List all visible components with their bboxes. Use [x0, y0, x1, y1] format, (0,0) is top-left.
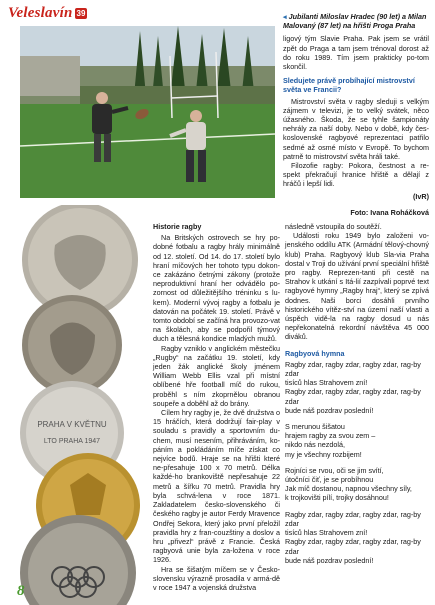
history-paragraph-1: Na Britských ostrovech se hry po-dobné fotbalu a ragby hrály minimálně od 12. století. Od 14. do 17. století bylo hraní míčových her tohoto typu dokon-ce zakázáno četnými zákony (protože neproduktivní hraní her odvádělo po-zornost od důležitějšího tréninku s lu-kem). Moderní vývoj ragby a fotbalu je datován na počátek 19. století. Právě v tomto období se začíná hra provozo-vat na školách, aby se podpořil týmový duch a tělesná kondice mladých mužů.	[153, 233, 280, 344]
anthem-line: Ragby zdar, ragby zdar, ragby zdar, rag-by zdar	[285, 537, 421, 556]
caption-text: Jubilanti Miloslav Hradec (90 let) a Milan Malovaný (87 let) na hřišti Proga Praha	[283, 12, 427, 31]
medal-inscription-2: LTO PRAHA 1947	[43, 438, 101, 445]
anthem-line: Ragby zdar, ragby zdar, ragby zdar, rag-by zdar	[285, 387, 421, 406]
history-heading: Historie ragby	[153, 222, 202, 231]
anthem-line: tisíců hlas Strahovem zní!	[285, 528, 368, 538]
logo-text: Veleslavín	[8, 4, 73, 21]
caption-arrow-icon: ◂	[283, 12, 287, 21]
anthem-line: nikdo nás nezdolá,	[285, 440, 345, 450]
anthem-line: Ragby zdar, ragby zdar, ragby zdar, rag-by zdar	[285, 359, 421, 379]
history-paragraph-4: Hra se šišatým míčem se v Česko-slovensku výrazně prosadila v armá-dě v roce 1947 a vojenská družstva	[153, 564, 280, 592]
photo-medals	[0, 205, 150, 605]
history-paragraph-3: Cílem hry ragby je, že dvě družstva o 15 hráčích, která dodržují fair-play v souladu s pravidly a sportovním du-chem, musí nesením, přihráváním, ko-páním a pokládáním míče získat co nejvíce bodů. Hraje se na hřišti které ne-přesahuje 100 x 70 metrů. Délka každé-ho brankoviště nepřesahuje 22 metrů a šířku 70 metrů. Pravidla hry byla schvá-lena v roce 1871. Zakladatelem česko-slovenského či českého ragby je autor Ferdy Mravence Ondřej Sekora, který jako první přeložil pravidla hry z fran-couzštiny a doslov a hru „přivezl“ právě z Francie. Česká ragbyová unie byla za-ložena v roce 1926.	[153, 408, 280, 565]
signature-author: (IvR)	[413, 191, 429, 201]
intro-paragraph: ligový tým Slavie Praha. Pak jsem se vrátil zpět do Praga a tam jsem trénoval dorost až do roku 1989. Tím jsem prakticky po-tom skončil.	[283, 34, 429, 72]
logo-issue-badge: 39	[76, 8, 86, 18]
answer-paragraph-2: Filozofie ragby: Pokora, čestnost a re-spekt překračují hranice hřiště a dělají z hráčů i lepší lidi.	[283, 161, 429, 189]
anthem-heading: Ragbyová hymna	[285, 348, 345, 358]
anthem-line: Rojníci se rvou, oči se jim svítí,	[285, 465, 384, 475]
signature-photo: Foto: Ivana Roháčková	[350, 208, 429, 218]
anthem-line: bude náš pozdrav poslední!	[285, 405, 374, 415]
anthem-stanza-2	[285, 422, 429, 459]
magazine-logo	[8, 4, 87, 22]
anthem-stanza-4	[285, 510, 429, 565]
history-paragraph-2: Ragby vzniklo v anglickém městečku „Rugby“ na začátku 19. století, kdy jeden žák anglické školy jménem William Webb Ellis vzal při místní oblíbené hře football míč do rukou, proběhl s ním zkoprnělou obranou soupeře a doběhl až do brány.	[153, 343, 280, 408]
anthem-line: k trojkovišti pílí, trojky dosáhnou!	[285, 493, 389, 503]
photo-caption	[283, 12, 429, 30]
anthem-line: S merunou šišatou	[285, 422, 345, 432]
anthem-line: Jak míč dostanou, napnou všechny síly,	[285, 484, 412, 494]
column-anthem	[285, 222, 429, 572]
column-history	[153, 222, 280, 592]
anthem-line: bude náš pozdrav poslední!	[285, 555, 374, 565]
anthem-stanza-1	[285, 360, 429, 415]
medal-inscription-1: PRAHA V KVĚTNU	[37, 420, 107, 429]
continuation-paragraph-1: následně vstoupila do soutěží.	[285, 222, 382, 231]
page-number: 8	[17, 583, 25, 599]
continuation-paragraph-2: Události roku 1949 bylo založeni vo-jenského oddílu ATK (Armádní tělový-chovný klub) Praha. Ragbyový klub Sla-via Praha dostal v Troji do užívání první speciální hřiště pro ragby. Reprezen-tanti při cestě na Strahov k utkání s Itá-lií zazpívali poprvé text ragbyové hymny „Ragby hraj“, který se zpívá dodnes. Naši borci dosáhli prvního historického vítěz-ství na území naší vlasti a úspěch vidě-la na ragby dosud u nás nepřekonatelná rekordní návštěva 45 000 diváků.	[285, 231, 429, 342]
column-interview	[283, 12, 429, 224]
anthem-line: my je všechny rozbijem!	[285, 449, 362, 459]
anthem-line: Ragby zdar, ragby zdar, ragby zdar, rag-by zdar	[285, 509, 421, 528]
anthem-stanza-3	[285, 466, 429, 503]
anthem-line: tisíců hlas Strahovem zní!	[285, 378, 368, 388]
anthem-line: útočníci čiť, je se probíhnou	[285, 475, 374, 485]
anthem-line: hrajem ragby za svou zem –	[285, 431, 376, 441]
photo-rugby-field	[20, 26, 275, 198]
interview-question: Sledujete právě probíhající mistrovství světa ve Francii?	[283, 76, 415, 95]
answer-paragraph-1: Mistrovství světa v ragby sleduji s velkým zájmem v televizi, je to velký svátek, něco úžasného. Škoda, že se tyhle šampionáty nehrály za naší doby. Nebo v době, kdy čes-koslovenské ragbyové reprezentaci patřilo sedmé až osmé místo v Evropě. To bychom patrně to mistrovství světa hráli také.	[283, 96, 429, 161]
